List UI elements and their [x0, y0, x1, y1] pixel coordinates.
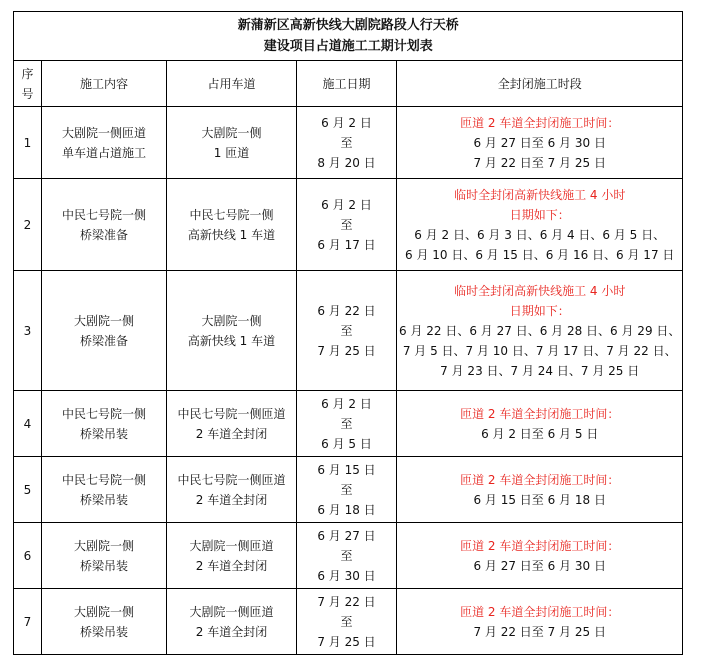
- closure-heading-line: 临时全封闭高新快线施工 4 小时: [454, 283, 626, 298]
- table-row: [14, 271, 683, 391]
- closure-date-line: 6 月 2 日至 6 月 5 日: [481, 426, 599, 441]
- row-number: 7: [14, 589, 42, 655]
- construction-date: [297, 179, 397, 271]
- closure-date-line: 6 月 15 日至 6 月 18 日: [473, 492, 606, 507]
- date-end: 6 月 17 日: [317, 237, 376, 252]
- table-row: [14, 391, 683, 457]
- occupied-lane: [167, 271, 297, 391]
- row-number: 3: [14, 271, 42, 391]
- closure-window: [397, 589, 683, 655]
- date-separator: 至: [340, 135, 353, 150]
- closure-heading-line: 匝道 2 车道全封闭施工时间：: [460, 406, 620, 421]
- row-number: 6: [14, 523, 42, 589]
- date-start: 6 月 15 日: [317, 462, 376, 477]
- construction-content-line: 大剧院一侧: [73, 313, 134, 328]
- occupied-lane: [167, 107, 297, 179]
- construction-date: [297, 457, 397, 523]
- date-separator: 至: [340, 482, 353, 497]
- closure-heading-line: 匝道 2 车道全封闭施工时间：: [460, 472, 620, 487]
- occupied-lane-line: 1 匝道: [213, 145, 250, 160]
- table-row: [14, 179, 683, 271]
- construction-content: [42, 107, 167, 179]
- construction-content-line: 桥梁准备: [79, 227, 128, 242]
- closure-window: [397, 179, 683, 271]
- construction-content-line: 大剧院一侧: [73, 604, 134, 619]
- date-separator: 至: [340, 614, 353, 629]
- construction-content: [42, 523, 167, 589]
- header-window: 全封闭施工时段: [397, 61, 683, 107]
- occupied-lane-line: 大剧院一侧匝道: [189, 604, 274, 619]
- construction-content: [42, 589, 167, 655]
- occupied-lane-line: 2 车道全封闭: [195, 492, 268, 507]
- occupied-lane-line: 中民七号院一侧匝道: [177, 472, 286, 487]
- occupied-lane: [167, 523, 297, 589]
- closure-date-line: 6 月 22 日、6 月 27 日、6 月 28 日、6 月 29 日、: [399, 323, 681, 338]
- closure-window: [397, 107, 683, 179]
- date-end: 6 月 30 日: [317, 568, 376, 583]
- closure-date-line: 6 月 27 日至 6 月 30 日: [473, 558, 606, 573]
- construction-content: [42, 391, 167, 457]
- date-start: 6 月 27 日: [317, 528, 376, 543]
- row-number: 5: [14, 457, 42, 523]
- closure-heading-line: 临时全封闭高新快线施工 4 小时: [454, 187, 626, 202]
- table-row: [14, 523, 683, 589]
- date-separator: 至: [340, 217, 353, 232]
- closure-date-line: 7 月 22 日至 7 月 25 日: [473, 155, 606, 170]
- closure-heading-line: 日期如下：: [509, 207, 570, 222]
- construction-content-line: 桥梁吊装: [79, 624, 128, 639]
- closure-heading-line: 匝道 2 车道全封闭施工时间：: [460, 538, 620, 553]
- construction-content-line: 大剧院一侧: [73, 538, 134, 553]
- closure-date-line: 6 月 2 日、6 月 3 日、6 月 4 日、6 月 5 日、: [414, 227, 666, 242]
- construction-date: [297, 271, 397, 391]
- construction-date: [297, 107, 397, 179]
- closure-window: [397, 523, 683, 589]
- date-end: 7 月 25 日: [317, 343, 376, 358]
- header-date: 施工日期: [297, 61, 397, 107]
- schedule-table: [13, 11, 683, 655]
- construction-content-line: 中民七号院一侧: [61, 472, 146, 487]
- construction-content-line: 中民七号院一侧: [61, 207, 146, 222]
- closure-date-line: 7 月 23 日、7 月 24 日、7 月 25 日: [440, 363, 640, 378]
- occupied-lane-line: 2 车道全封闭: [195, 426, 268, 441]
- occupied-lane-line: 高新快线 1 车道: [187, 333, 276, 348]
- construction-date: [297, 391, 397, 457]
- header-lane: 占用车道: [167, 61, 297, 107]
- construction-date: [297, 523, 397, 589]
- header-content: 施工内容: [42, 61, 167, 107]
- title-row: [14, 12, 683, 61]
- occupied-lane: [167, 179, 297, 271]
- occupied-lane-line: 中民七号院一侧匝道: [177, 406, 286, 421]
- construction-date: [297, 589, 397, 655]
- date-end: 8 月 20 日: [317, 155, 376, 170]
- row-number: 4: [14, 391, 42, 457]
- date-start: 7 月 22 日: [317, 594, 376, 609]
- date-start: 6 月 2 日: [321, 197, 372, 212]
- construction-content-line: 桥梁吊装: [79, 426, 128, 441]
- row-number: 2: [14, 179, 42, 271]
- date-end: 6 月 5 日: [321, 436, 372, 451]
- date-separator: 至: [340, 548, 353, 563]
- date-start: 6 月 2 日: [321, 115, 372, 130]
- occupied-lane-line: 大剧院一侧: [201, 313, 262, 328]
- closure-heading-line: 匝道 2 车道全封闭施工时间：: [460, 115, 620, 130]
- occupied-lane-line: 大剧院一侧匝道: [189, 538, 274, 553]
- occupied-lane-line: 中民七号院一侧: [189, 207, 274, 222]
- closure-date-line: 6 月 27 日至 6 月 30 日: [473, 135, 606, 150]
- table-row: [14, 457, 683, 523]
- row-number: 1: [14, 107, 42, 179]
- table-title: [14, 12, 683, 61]
- occupied-lane: [167, 589, 297, 655]
- construction-content-line: 大剧院一侧匝道: [61, 125, 146, 140]
- construction-content: [42, 271, 167, 391]
- date-end: 6 月 18 日: [317, 502, 376, 517]
- table-row: [14, 107, 683, 179]
- date-start: 6 月 22 日: [317, 303, 376, 318]
- construction-content-line: 单车道占道施工: [61, 145, 146, 160]
- occupied-lane-line: 2 车道全封闭: [195, 624, 268, 639]
- occupied-lane-line: 大剧院一侧: [201, 125, 262, 140]
- construction-content: [42, 179, 167, 271]
- header-row: [14, 61, 683, 107]
- occupied-lane: [167, 457, 297, 523]
- date-start: 6 月 2 日: [321, 396, 372, 411]
- closure-date-line: 7 月 5 日、7 月 10 日、7 月 17 日、7 月 22 日、: [402, 343, 677, 358]
- construction-content: [42, 457, 167, 523]
- closure-heading-line: 匝道 2 车道全封闭施工时间：: [460, 604, 620, 619]
- closure-window: [397, 271, 683, 391]
- table-title-line-1: 新蒲新区高新快线大剧院路段人行天桥: [237, 18, 459, 33]
- date-separator: 至: [340, 323, 353, 338]
- closure-heading-line: 日期如下：: [509, 303, 570, 318]
- construction-content-line: 桥梁准备: [79, 333, 128, 348]
- occupied-lane-line: 2 车道全封闭: [195, 558, 268, 573]
- table-title-line-2: 建设项目占道施工工期计划表: [263, 39, 433, 54]
- header-no: [14, 61, 42, 107]
- date-end: 7 月 25 日: [317, 634, 376, 649]
- occupied-lane: [167, 391, 297, 457]
- construction-content-line: 桥梁吊装: [79, 492, 128, 507]
- construction-content-line: 桥梁吊装: [79, 558, 128, 573]
- construction-content-line: 中民七号院一侧: [61, 406, 146, 421]
- closure-date-line: 6 月 10 日、6 月 15 日、6 月 16 日、6 月 17 日: [405, 247, 675, 262]
- date-separator: 至: [340, 416, 353, 431]
- header-no-char-2: 号: [21, 86, 34, 101]
- occupied-lane-line: 高新快线 1 车道: [187, 227, 276, 242]
- closure-window: [397, 457, 683, 523]
- header-no-char-1: 序: [21, 66, 34, 81]
- table-row: [14, 589, 683, 655]
- closure-date-line: 7 月 22 日至 7 月 25 日: [473, 624, 606, 639]
- closure-window: [397, 391, 683, 457]
